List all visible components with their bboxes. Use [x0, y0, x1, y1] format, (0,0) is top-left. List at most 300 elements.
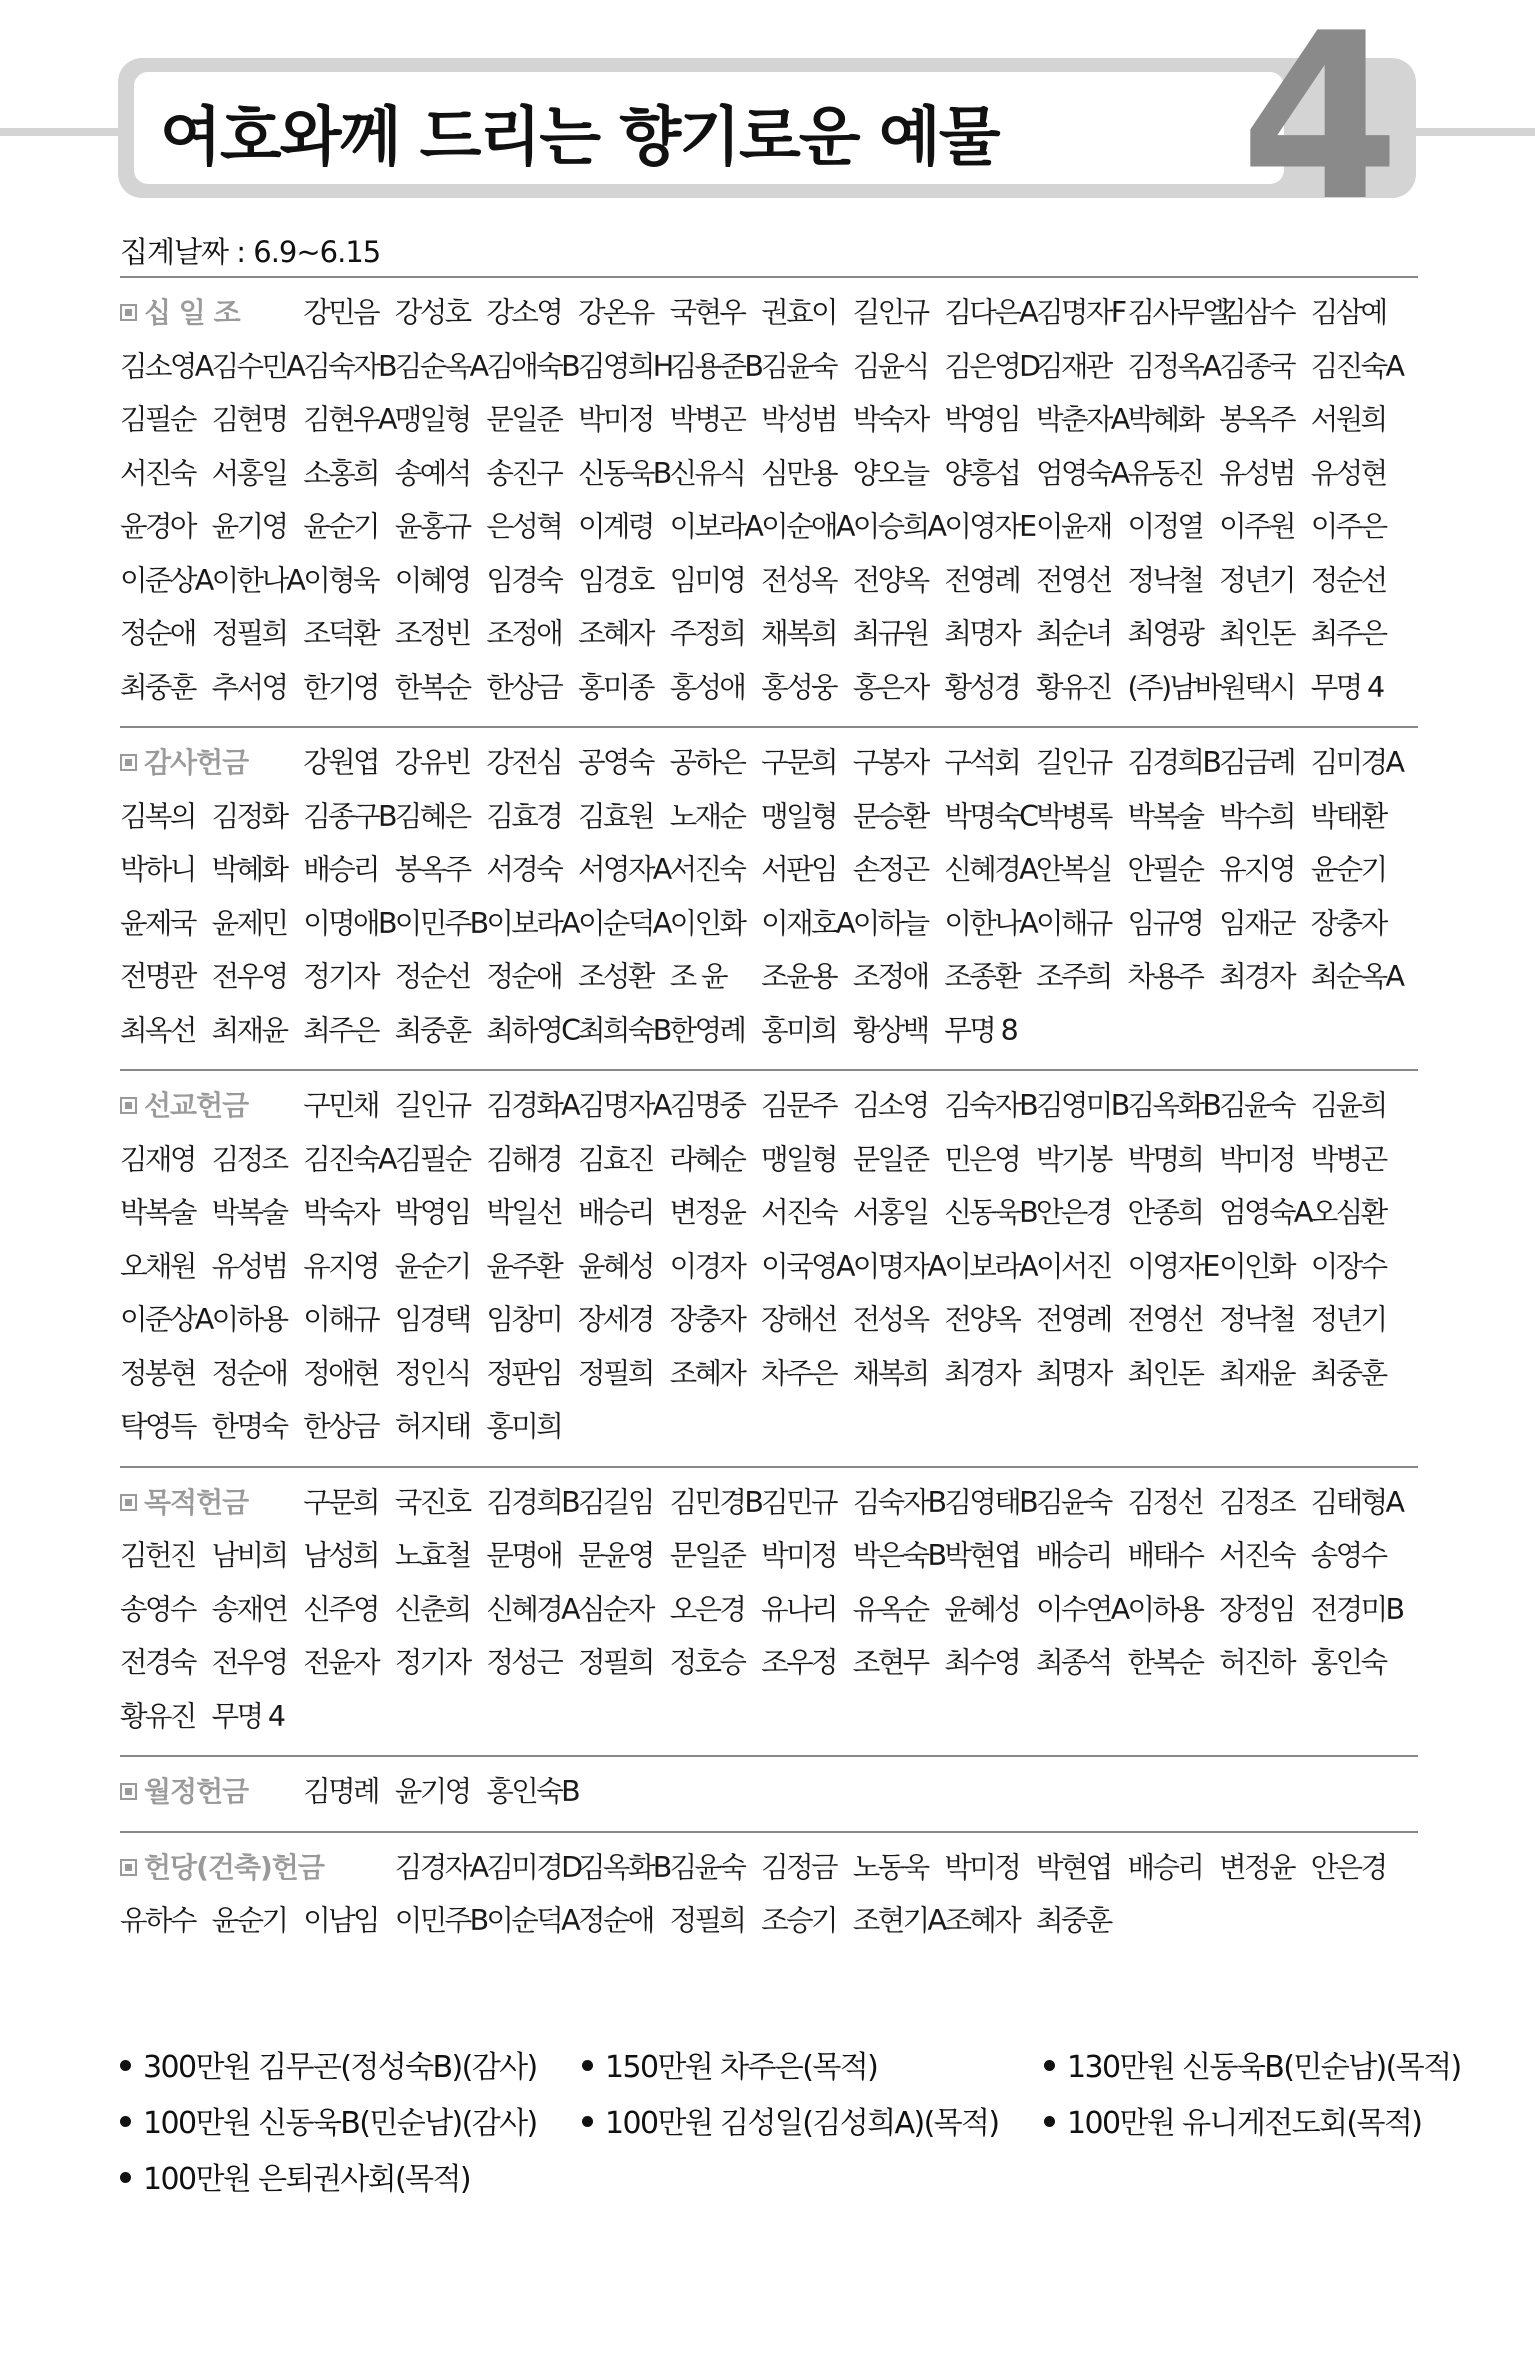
donor-name: 박성범 — [761, 403, 836, 436]
donor-name: 이형욱 — [303, 563, 378, 597]
section-label — [120, 1841, 395, 1895]
donor-name: 한기영 — [303, 670, 378, 704]
donor-name: 김영미B — [1035, 1089, 1128, 1122]
donor-name: 안종희 — [1127, 1196, 1203, 1229]
donor-name: 김용준B — [669, 349, 762, 383]
donor-name: 맹일형 — [394, 403, 470, 436]
donor-name: 조 윤 — [669, 960, 726, 993]
major-offering-item — [582, 2040, 1044, 2096]
square-bullet-icon — [120, 1494, 137, 1511]
donor-name: 노효철 — [394, 1539, 470, 1572]
donor-name: 양오늘 — [852, 456, 928, 490]
square-bullet-icon — [120, 754, 137, 771]
donor-name: 엄영숙A — [1219, 1196, 1311, 1229]
donor-name: 구봉자 — [852, 746, 928, 779]
donor-name: 홍미종 — [577, 670, 653, 704]
donor-name: 이순덕A — [486, 1904, 579, 1937]
donor-name: 조현무 — [852, 1646, 928, 1679]
donor-name: 조종환 — [944, 960, 1020, 993]
donor-name: 정순선 — [1310, 563, 1386, 597]
donor-name: 홍미희 — [486, 1410, 562, 1443]
donor-name: 김윤숙 — [1219, 1089, 1294, 1122]
header-rule-left — [0, 128, 125, 136]
donor-name: 김순옥A — [394, 349, 487, 383]
donor-name: 정필희 — [577, 1646, 653, 1679]
tally-period: 집계날짜 : 6.9~6.15 — [120, 235, 381, 269]
donor-name: 김재영 — [120, 1142, 195, 1176]
donor-name: 김효경 — [486, 799, 562, 833]
donor-name: 이보라A — [486, 906, 579, 940]
donor-name: 임경택 — [394, 1303, 470, 1336]
donor-name: 문승환 — [852, 799, 928, 833]
donor-name: 조우정 — [761, 1646, 836, 1679]
donor-name: 한복순 — [1127, 1646, 1203, 1679]
donor-name: 최재윤 — [1219, 1356, 1294, 1390]
major-offering-item — [582, 2096, 1044, 2152]
donor-name: 김애숙B — [486, 349, 579, 383]
donor-name: 강원엽 — [303, 746, 378, 779]
donor-name: 이장수 — [1310, 1249, 1386, 1283]
donor-name: 임경숙 — [486, 563, 562, 597]
major-offering-item — [120, 2152, 582, 2208]
donor-name: 홍성웅 — [761, 670, 836, 704]
donor-name: 한복순 — [394, 670, 470, 704]
donor-name: 김영희H — [577, 349, 672, 383]
donor-name: 윤홍규 — [394, 510, 470, 543]
donor-name: 유성현 — [1310, 456, 1386, 490]
donor-name: 박현엽 — [1035, 1850, 1111, 1884]
section-label-text: 목적헌금 — [144, 1485, 249, 1519]
donor-name: 홍성애 — [669, 670, 745, 704]
donor-name: 전성옥 — [761, 563, 836, 597]
donor-name: 조정애 — [486, 617, 562, 650]
section-label — [120, 1079, 303, 1133]
donor-name: 임미영 — [669, 563, 745, 597]
donor-name: 강온유 — [577, 296, 653, 329]
donor-name: 정애현 — [303, 1356, 378, 1390]
donor-name: 강전심 — [486, 746, 562, 779]
donor-name: 한영례 — [669, 1013, 745, 1047]
major-offerings-list — [120, 2040, 1461, 2208]
donor-name: 라혜순 — [669, 1142, 745, 1176]
donor-name: 윤순기 — [211, 1904, 287, 1937]
major-offering-text: 130만원 신동욱B(민순남)(목적) — [1067, 2050, 1461, 2085]
donor-name: 김정조 — [1219, 1485, 1294, 1519]
donor-name: 박혜화 — [211, 853, 287, 886]
donor-name: 박영임 — [944, 403, 1020, 436]
donor-name: 최명자 — [1035, 1356, 1111, 1390]
donor-name: 전경미B — [1310, 1592, 1403, 1626]
donor-name: 이인화 — [669, 906, 745, 940]
donor-name: 박명희 — [1127, 1142, 1203, 1176]
donor-name: 이남임 — [303, 1904, 378, 1937]
donor-name: 김숙자B — [852, 1485, 945, 1519]
donor-name: 박복술 — [211, 1196, 287, 1229]
donor-name: 이해규 — [303, 1303, 378, 1336]
donor-name: 무명 4 — [1310, 670, 1383, 704]
donor-name: 정필희 — [669, 1904, 745, 1937]
major-offering-item — [1044, 2096, 1430, 2152]
donor-name: 이승희A — [852, 510, 945, 543]
donor-name: 김다은A — [944, 296, 1037, 329]
donor-name: 김해경 — [486, 1142, 562, 1176]
donor-name: 이영자E — [944, 510, 1035, 543]
section-mission — [120, 1069, 1418, 1466]
major-offering-text: 100만원 유니게전도회(목적) — [1067, 2106, 1422, 2141]
donor-name: 김경화A — [486, 1089, 579, 1122]
donor-name: 정호승 — [669, 1646, 745, 1679]
section-label — [120, 1476, 303, 1530]
name-grid — [120, 1476, 1418, 1744]
donor-name: 장충자 — [669, 1303, 745, 1336]
donor-name: 이순덕A — [577, 906, 670, 940]
donor-name: 윤기영 — [211, 510, 287, 543]
donor-name: 전경숙 — [120, 1646, 195, 1679]
donor-name: 정필희 — [577, 1356, 653, 1390]
donor-name: 전윤자 — [303, 1646, 378, 1679]
major-offering-text: 100만원 신동욱B(민순남)(감사) — [143, 2106, 537, 2141]
donor-name: 손정곤 — [852, 853, 928, 886]
donor-name: 전영선 — [1127, 1303, 1203, 1336]
donor-name: 전영례 — [1035, 1303, 1111, 1336]
donor-name: 심만용 — [761, 456, 836, 490]
donor-name: 한상금 — [303, 1410, 378, 1443]
donor-name: 구민채 — [303, 1089, 378, 1122]
donor-name: 서원희 — [1310, 403, 1386, 436]
donor-name: 김명중 — [669, 1089, 745, 1122]
donor-name: 유성범 — [211, 1249, 287, 1283]
donor-name: (주)남바원택시 — [1127, 670, 1295, 704]
section-tithe — [120, 276, 1418, 726]
donor-name: 전성옥 — [852, 1303, 928, 1336]
donor-name: 최순녀 — [1035, 617, 1111, 650]
donor-name: 윤순기 — [1310, 853, 1386, 886]
donor-name: 한명숙 — [211, 1410, 287, 1443]
donor-name: 최중훈 — [1310, 1356, 1386, 1390]
donor-name: 임규영 — [1127, 906, 1203, 940]
bullet-icon — [582, 2060, 593, 2071]
donor-name: 이명애B — [303, 906, 395, 940]
donor-name: 김재관 — [1035, 349, 1111, 383]
donor-name: 이주원 — [1219, 510, 1294, 543]
donor-name: 한상금 — [486, 670, 562, 704]
donor-name: 김숙자B — [303, 349, 395, 383]
donor-name: 박미정 — [761, 1539, 836, 1572]
donor-name: 이경자 — [669, 1249, 745, 1283]
donor-name: 최영광 — [1127, 617, 1203, 650]
donor-name: 민은영 — [944, 1142, 1020, 1176]
donor-name: 홍은자 — [852, 670, 928, 704]
donor-name: 맹일형 — [761, 1142, 836, 1176]
donor-name: 정순애 — [211, 1356, 287, 1390]
donor-name: 김종국 — [1219, 349, 1294, 383]
donor-name: 정순애 — [120, 617, 195, 650]
donor-name: 유하수 — [120, 1904, 195, 1937]
donor-name: 최인돈 — [1219, 617, 1294, 650]
section-label-text: 선교헌금 — [144, 1089, 249, 1122]
donor-name: 김정옥A — [1127, 349, 1220, 383]
donor-name: 신혜경A — [944, 853, 1037, 886]
donor-name: 조혜자 — [944, 1904, 1020, 1937]
header-rule-right — [1405, 128, 1535, 136]
donor-name: 김윤숙 — [669, 1850, 745, 1884]
donor-name: 김윤식 — [852, 349, 928, 383]
donor-name: 김옥화B — [577, 1850, 670, 1884]
donor-name: 정년기 — [1219, 563, 1294, 597]
donor-name: 김은영D — [944, 349, 1039, 383]
donor-name: 유동진 — [1127, 456, 1203, 490]
donor-name: 공하은 — [669, 746, 745, 779]
donor-name: 채복희 — [852, 1356, 928, 1390]
donor-name: 정기자 — [303, 960, 378, 993]
donor-name: 조정애 — [852, 960, 928, 993]
section-label-text: 십 일 조 — [144, 296, 240, 329]
donor-name: 유성범 — [1219, 456, 1294, 490]
section-label — [120, 1765, 303, 1819]
donor-name: 구문희 — [303, 1485, 378, 1519]
donor-name: 장충자 — [1310, 906, 1386, 940]
donor-name: 정순애 — [577, 1904, 653, 1937]
donor-name: 이하늘 — [852, 906, 928, 940]
donor-name: 박병록 — [1035, 799, 1111, 833]
donor-name: 공영숙 — [577, 746, 653, 779]
donor-name: 박수희 — [1219, 799, 1294, 833]
donor-name: 최규원 — [852, 617, 928, 650]
donor-name: 장세경 — [577, 1303, 653, 1336]
donor-name: 이민주B — [394, 1904, 487, 1937]
section-label-text: 감사헌금 — [144, 746, 249, 779]
donor-name: 홍인숙B — [486, 1775, 579, 1808]
donor-name: 서홍일 — [211, 456, 287, 490]
donor-name: 전영례 — [944, 563, 1020, 597]
name-grid — [120, 286, 1418, 714]
donor-name: 최인돈 — [1127, 1356, 1203, 1390]
donor-name: 김문주 — [761, 1089, 836, 1122]
donor-name: 서경숙 — [486, 853, 562, 886]
donor-name: 이서진 — [1035, 1249, 1111, 1283]
donor-name: 정낙철 — [1219, 1303, 1294, 1336]
donor-name: 차용주 — [1127, 960, 1203, 993]
donor-name: 서홍일 — [852, 1196, 928, 1229]
donor-name: 최명자 — [944, 617, 1020, 650]
donor-name: 박현엽 — [944, 1539, 1020, 1572]
donor-name: 김소영 — [852, 1089, 928, 1122]
donor-name: 김명례 — [303, 1775, 378, 1808]
name-grid — [120, 1841, 1418, 1948]
donor-name: 윤주환 — [486, 1249, 562, 1283]
donor-name: 장정임 — [1219, 1592, 1294, 1626]
donor-name: 봉옥주 — [1219, 403, 1294, 436]
donor-name: 윤순기 — [394, 1249, 470, 1283]
donor-name: 봉옥주 — [394, 853, 470, 886]
donor-name: 김태형A — [1310, 1485, 1403, 1519]
donor-name: 조혜자 — [577, 617, 653, 650]
donor-name: 구문희 — [761, 746, 836, 779]
donor-name: 서진숙 — [761, 1196, 836, 1229]
donor-name: 최수영 — [944, 1646, 1020, 1679]
page-title: 여호와께 드리는 향기로운 예물 — [160, 101, 999, 175]
donor-name: 김민규 — [761, 1485, 836, 1519]
donor-name: 노재순 — [669, 799, 745, 833]
donor-name: 김길임 — [577, 1485, 653, 1519]
donor-name: 박미정 — [1219, 1142, 1294, 1176]
donor-name: 전명관 — [120, 960, 195, 993]
donor-name: 김사무엘 — [1127, 296, 1228, 329]
donor-name: 송진구 — [486, 456, 562, 490]
donor-name: 유나리 — [761, 1592, 836, 1626]
donor-name: 정봉현 — [120, 1356, 195, 1390]
name-grid — [120, 1765, 1418, 1819]
donor-name: 이준상A — [120, 1303, 212, 1336]
section-label — [120, 286, 303, 340]
donor-name: 이재호A — [761, 906, 853, 940]
donor-name: 정기자 — [394, 1646, 470, 1679]
donor-name: 최중훈 — [1035, 1904, 1111, 1937]
donor-name: 이인화 — [1219, 1249, 1294, 1283]
donor-name: 신주영 — [303, 1592, 378, 1626]
issue-number: 4 — [1240, 0, 1395, 252]
donor-name: 신동욱B — [577, 456, 670, 490]
donor-name: 이보라A — [669, 510, 762, 543]
donor-name: 이해규 — [1035, 906, 1111, 940]
donor-name: 문일준 — [669, 1539, 745, 1572]
donor-name: 권효이 — [761, 296, 836, 329]
major-offering-text: 300만원 김무곤(정성숙B)(감사) — [143, 2050, 537, 2085]
donor-name: 김윤희 — [1310, 1089, 1386, 1122]
donor-name: 정년기 — [1310, 1303, 1386, 1336]
bullet-icon — [1044, 2116, 1055, 2127]
donor-name: 서진숙 — [120, 456, 195, 490]
donor-name: 김효진 — [577, 1142, 653, 1176]
bullet-icon — [582, 2116, 593, 2127]
square-bullet-icon — [120, 304, 137, 321]
donor-name: 박미정 — [944, 1850, 1020, 1884]
donor-name: 문명애 — [486, 1539, 562, 1572]
donor-name: 박춘자A — [1035, 403, 1128, 436]
donor-name: 강성호 — [394, 296, 470, 329]
donor-name: 김정조 — [211, 1142, 287, 1176]
donor-name: 국진호 — [394, 1485, 470, 1519]
donor-name: 김옥화B — [1127, 1089, 1220, 1122]
donor-name: 이윤재 — [1035, 510, 1111, 543]
donor-name: 김현명 — [211, 403, 287, 436]
donor-name: 양흥섭 — [944, 456, 1020, 490]
section-label-text: 월정헌금 — [144, 1775, 249, 1808]
offering-sections — [120, 276, 1418, 1960]
donor-name: 심순자 — [577, 1592, 653, 1626]
donor-name: 윤제민 — [211, 906, 287, 940]
donor-name: 안은경 — [1035, 1196, 1111, 1229]
donor-name: 조주희 — [1035, 960, 1111, 993]
donor-name: 길인규 — [1035, 746, 1111, 779]
donor-name: 허지태 — [394, 1410, 470, 1443]
donor-name: 김혜은 — [394, 799, 470, 833]
donor-name: 조윤용 — [761, 960, 836, 993]
donor-name: 이주은 — [1310, 510, 1386, 543]
donor-name: 박영임 — [394, 1196, 470, 1229]
donor-name: 이명자A — [852, 1249, 945, 1283]
donor-name: 최주은 — [1310, 617, 1386, 650]
donor-name: 정인식 — [394, 1356, 470, 1390]
donor-name: 박명숙C — [944, 799, 1037, 833]
donor-name: 김수민A — [211, 349, 304, 383]
donor-name: 강소영 — [486, 296, 562, 329]
donor-name: 서판임 — [761, 853, 836, 886]
bullet-icon — [1044, 2060, 1055, 2071]
donor-name: 박병곤 — [669, 403, 745, 436]
section-monthly — [120, 1755, 1418, 1831]
donor-name: 최주은 — [303, 1013, 378, 1047]
section-label-text: 헌당(건축)헌금 — [144, 1850, 324, 1884]
donor-name: 김삼수 — [1219, 296, 1294, 329]
donor-name: 임경호 — [577, 563, 653, 597]
donor-name: 전양옥 — [852, 563, 928, 597]
donor-name: 정순선 — [394, 960, 470, 993]
donor-name: 서진숙 — [1219, 1539, 1294, 1572]
donor-name: 박기봉 — [1035, 1142, 1111, 1176]
donor-name: 김헌진 — [120, 1539, 195, 1572]
major-offering-text: 150만원 차주은(목적) — [605, 2050, 878, 2085]
donor-name: 윤순기 — [303, 510, 378, 543]
donor-name: 이하용 — [1127, 1592, 1203, 1626]
donor-name: 변정윤 — [669, 1196, 745, 1229]
donor-name: 채복희 — [761, 617, 836, 650]
major-offering-text: 100만원 김성일(김성희A)(목적) — [605, 2106, 999, 2141]
donor-name: 황상백 — [852, 1013, 928, 1047]
donor-name: 길인규 — [394, 1089, 470, 1122]
donor-name: 박태환 — [1310, 799, 1386, 833]
donor-name: 최경자 — [1219, 960, 1294, 993]
donor-name: 유지영 — [303, 1249, 378, 1283]
donor-name: 문윤영 — [577, 1539, 653, 1572]
donor-name: 송예석 — [394, 456, 470, 490]
donor-name: 정성근 — [486, 1646, 562, 1679]
donor-name: 무명 4 — [211, 1699, 284, 1733]
donor-name: 윤혜성 — [944, 1592, 1020, 1626]
donor-name: 안복실 — [1035, 853, 1111, 886]
donor-name: 송영수 — [120, 1592, 195, 1626]
donor-name: 배승리 — [577, 1196, 653, 1229]
square-bullet-icon — [120, 1783, 137, 1800]
donor-name: 구석회 — [944, 746, 1020, 779]
donor-name: 이한나A — [944, 906, 1037, 940]
donor-name: 김명자A — [577, 1089, 670, 1122]
donor-name: 최중훈 — [394, 1013, 470, 1047]
donor-name: 김효원 — [577, 799, 653, 833]
donor-name: 조현기A — [852, 1904, 945, 1937]
donor-name: 이영자E — [1127, 1249, 1218, 1283]
donor-name: 박복술 — [120, 1196, 195, 1229]
donor-name: 김정화 — [211, 799, 287, 833]
donor-name: 오채원 — [120, 1249, 195, 1283]
donor-name: 박병곤 — [1310, 1142, 1386, 1176]
donor-name: 최중훈 — [120, 670, 195, 704]
donor-name: 신유식 — [669, 456, 745, 490]
donor-name: 무명 8 — [944, 1013, 1017, 1047]
donor-name: 홍인숙 — [1310, 1646, 1386, 1679]
donor-name: 김윤숙 — [1035, 1485, 1111, 1519]
donor-name: 배승리 — [303, 853, 378, 886]
section-designated — [120, 1466, 1418, 1756]
donor-name: 김정금 — [761, 1850, 836, 1884]
donor-name: 조정빈 — [394, 617, 470, 650]
donor-name: 김종구B — [303, 799, 395, 833]
donor-name: 전우영 — [211, 960, 287, 993]
donor-name: 최희숙B — [577, 1013, 670, 1047]
donor-name: 김미경A — [1310, 746, 1403, 779]
donor-name: 김삼예 — [1310, 296, 1386, 329]
donor-name: 김복의 — [120, 799, 195, 833]
